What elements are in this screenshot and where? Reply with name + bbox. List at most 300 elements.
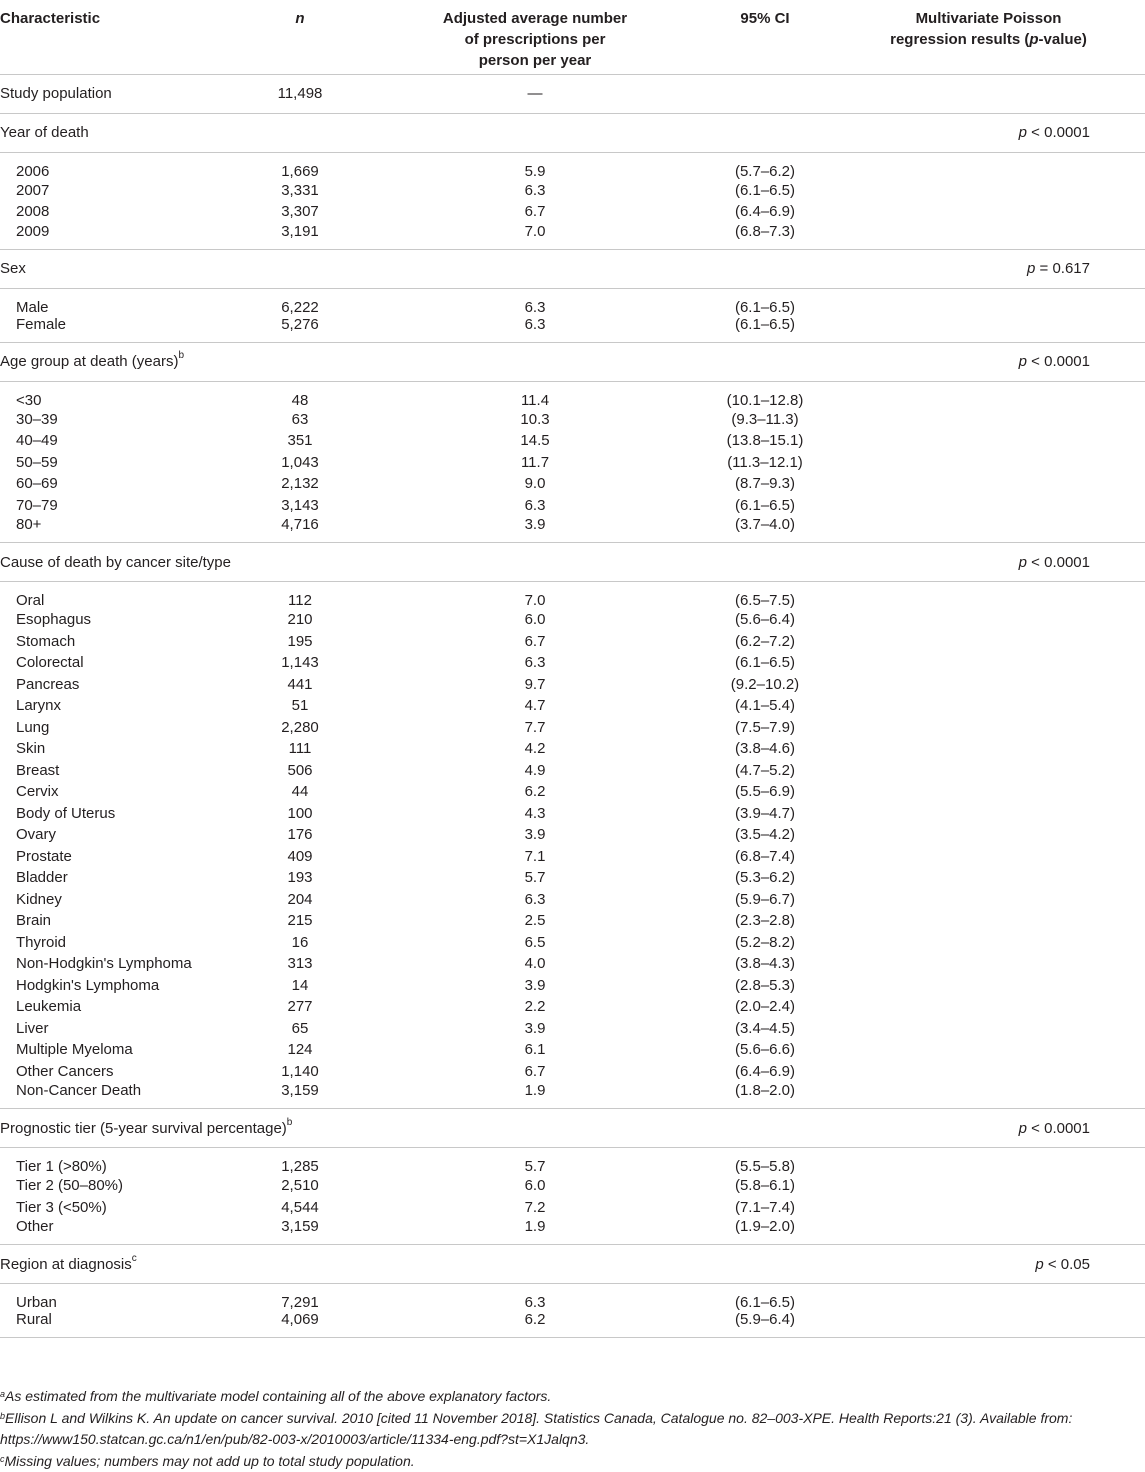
p-value: < 0.0001 [1027, 1120, 1090, 1137]
row-label: 50–59 [0, 452, 230, 474]
table-row [0, 953, 1145, 975]
footnote-mark: b [287, 1117, 293, 1128]
row-n: 204 [230, 889, 410, 911]
row-pvalue [890, 582, 1145, 610]
row-label: Hodgkin's Lymphoma [0, 975, 230, 997]
table-row [0, 760, 1145, 782]
section-pvalue [890, 249, 1145, 288]
row-label: Oral [0, 582, 230, 610]
row-pvalue [890, 695, 1145, 717]
row-label: Male [0, 288, 230, 316]
row-label: Ovary [0, 824, 230, 846]
footnote-text: Ellison L and Wilkins K. An update on cancer survival. 2010 [cited 11 November 2018]. Statistics Canada, Catalogue no. 82–003-XPE. Health Reports:21 (3). Available from: https://www150.statcan.gc.ca/n1/en/pub/82-003-x/2010003/article/11334-eng.pdf?st=X1Jalqn3. [0, 1410, 1072, 1448]
row-avg: 6.3 [410, 889, 660, 911]
row-n: 1,285 [230, 1148, 410, 1176]
table-row [0, 516, 1145, 543]
row-n: 44 [230, 781, 410, 803]
row-pvalue [890, 889, 1145, 911]
row-pvalue [890, 738, 1145, 760]
row-avg: 9.7 [410, 674, 660, 696]
row-pvalue [890, 1148, 1145, 1176]
row-n: 1,143 [230, 652, 410, 674]
p-symbol: p [1019, 124, 1027, 141]
row-avg: 6.3 [410, 652, 660, 674]
row-pvalue [890, 516, 1145, 543]
table-row [0, 1061, 1145, 1083]
section-pvalue [890, 1245, 1145, 1284]
row-label: Multiple Myeloma [0, 1039, 230, 1061]
row-ci: (6.8–7.4) [660, 846, 890, 868]
row-pvalue [890, 288, 1145, 316]
section-row-sex [0, 249, 1145, 288]
row-ci: (2.8–5.3) [660, 975, 890, 997]
row-n: 14 [230, 975, 410, 997]
section-pvalue [890, 1109, 1145, 1148]
row-pvalue [890, 316, 1145, 343]
table-row [0, 1082, 1145, 1109]
row-avg: 6.7 [410, 631, 660, 653]
row-avg: 6.3 [410, 1284, 660, 1312]
section-row-tier [0, 1109, 1145, 1148]
p-symbol: p [1019, 554, 1027, 571]
row-label: Body of Uterus [0, 803, 230, 825]
row-ci: (9.2–10.2) [660, 674, 890, 696]
table-row [0, 717, 1145, 739]
row-avg: 6.3 [410, 316, 660, 343]
section-row-region [0, 1245, 1145, 1284]
row-pvalue [890, 409, 1145, 431]
p-value: < 0.0001 [1027, 353, 1090, 370]
row-n: 195 [230, 631, 410, 653]
table-row [0, 409, 1145, 431]
row-ci: (2.3–2.8) [660, 910, 890, 932]
row-avg: 10.3 [410, 409, 660, 431]
row-avg: 5.7 [410, 867, 660, 889]
row-ci: (5.8–6.1) [660, 1175, 890, 1197]
table-row [0, 781, 1145, 803]
row-ci: (1.8–2.0) [660, 1082, 890, 1109]
row-pvalue [890, 180, 1145, 202]
row-n: 506 [230, 760, 410, 782]
row-ci: (11.3–12.1) [660, 452, 890, 474]
row-label: Thyroid [0, 932, 230, 954]
row-label: Pancreas [0, 674, 230, 696]
row-ci: (4.1–5.4) [660, 695, 890, 717]
row-n: 351 [230, 430, 410, 452]
row-pvalue [890, 760, 1145, 782]
row-ci: (3.5–4.2) [660, 824, 890, 846]
row-n: 111 [230, 738, 410, 760]
row-label: Urban [0, 1284, 230, 1312]
row-pvalue [890, 1311, 1145, 1338]
row-n: 124 [230, 1039, 410, 1061]
table-row [0, 824, 1145, 846]
row-n: 100 [230, 803, 410, 825]
section-avg [410, 543, 660, 582]
section-n [230, 249, 410, 288]
p-value: < 0.05 [1044, 1256, 1090, 1273]
row-n: 16 [230, 932, 410, 954]
row-n: 3,307 [230, 201, 410, 223]
table-row [0, 1284, 1145, 1312]
row-label: 2007 [0, 180, 230, 202]
row-label: 30–39 [0, 409, 230, 431]
row-pvalue [890, 996, 1145, 1018]
row-avg: 6.3 [410, 495, 660, 517]
section-avg [410, 1109, 660, 1148]
row-n: 2,510 [230, 1175, 410, 1197]
row-n: 51 [230, 695, 410, 717]
row-ci: (6.8–7.3) [660, 223, 890, 250]
section-n [230, 1245, 410, 1284]
footnote-mark: c [0, 1454, 5, 1464]
row-label: Rural [0, 1311, 230, 1338]
row-pvalue [890, 1082, 1145, 1109]
row-label: Tier 2 (50–80%) [0, 1175, 230, 1197]
row-ci: (7.5–7.9) [660, 717, 890, 739]
study-population-row [0, 74, 1145, 113]
row-pvalue [890, 201, 1145, 223]
row-pvalue [890, 846, 1145, 868]
row-ci: (5.5–6.9) [660, 781, 890, 803]
row-label: Skin [0, 738, 230, 760]
section-label: Region at diagnosis$^c$ [0, 1245, 230, 1284]
row-label: <30 [0, 381, 230, 409]
p-value: < 0.0001 [1027, 554, 1090, 571]
row-ci: (3.4–4.5) [660, 1018, 890, 1040]
table-row [0, 452, 1145, 474]
row-pvalue [890, 674, 1145, 696]
p-value: = 0.617 [1035, 260, 1090, 277]
row-avg: 4.7 [410, 695, 660, 717]
row-n: 277 [230, 996, 410, 1018]
footnote-text: As estimated from the multivariate model containing all of the above explanatory factors. [5, 1388, 551, 1404]
row-pvalue [890, 932, 1145, 954]
table-row [0, 674, 1145, 696]
row-avg: 2.2 [410, 996, 660, 1018]
row-avg: 5.7 [410, 1148, 660, 1176]
row-n: 313 [230, 953, 410, 975]
row-n: 193 [230, 867, 410, 889]
row-avg: 11.4 [410, 381, 660, 409]
row-pvalue [890, 495, 1145, 517]
section-avg [410, 342, 660, 381]
row-label: Other Cancers [0, 1061, 230, 1083]
table-row [0, 609, 1145, 631]
row-pvalue [890, 953, 1145, 975]
row-n: 11,498 [230, 74, 410, 113]
row-ci: (6.5–7.5) [660, 582, 890, 610]
table-header [0, 0, 1145, 74]
section-row-cause [0, 543, 1145, 582]
row-pvalue [890, 223, 1145, 250]
footnote-mark: a [0, 1389, 5, 1399]
row-label: 2006 [0, 152, 230, 180]
row-ci: (7.1–7.4) [660, 1197, 890, 1219]
row-avg: 7.0 [410, 582, 660, 610]
table-row [0, 316, 1145, 343]
row-label: Esophagus [0, 609, 230, 631]
row-avg: 6.3 [410, 288, 660, 316]
row-n: 65 [230, 1018, 410, 1040]
table-row [0, 180, 1145, 202]
row-n: 3,331 [230, 180, 410, 202]
section-n [230, 543, 410, 582]
row-ci: (5.3–6.2) [660, 867, 890, 889]
row-label: 60–69 [0, 473, 230, 495]
section-pvalue [890, 543, 1145, 582]
row-label: Tier 1 (>80%) [0, 1148, 230, 1176]
section-label: Prognostic tier (5-year survival percentage)$^b$ [0, 1109, 230, 1148]
row-n: 3,159 [230, 1218, 410, 1245]
row-pvalue [890, 1175, 1145, 1197]
row-n: 215 [230, 910, 410, 932]
row-ci: (6.1–6.5) [660, 180, 890, 202]
row-n: 2,280 [230, 717, 410, 739]
p-symbol: p [1027, 260, 1035, 277]
header-characteristic: Characteristic [0, 0, 230, 74]
table-row [0, 1197, 1145, 1219]
row-label: Lung [0, 717, 230, 739]
row-pvalue [890, 1218, 1145, 1245]
row-label: Stomach [0, 631, 230, 653]
row-avg: 6.3 [410, 180, 660, 202]
footnotes [0, 1386, 1145, 1472]
section-label: Sex [0, 249, 230, 288]
section-label: Cause of death by cancer site/type [0, 543, 230, 582]
row-n: 48 [230, 381, 410, 409]
row-avg: 6.0 [410, 1175, 660, 1197]
row-n: 3,143 [230, 495, 410, 517]
row-pvalue [890, 717, 1145, 739]
row-label: 80+ [0, 516, 230, 543]
row-avg: 6.5 [410, 932, 660, 954]
table-row [0, 152, 1145, 180]
row-pvalue [890, 381, 1145, 409]
table-row [0, 910, 1145, 932]
section-avg [410, 1245, 660, 1284]
header-n: n [230, 0, 410, 74]
row-ci: (3.8–4.3) [660, 953, 890, 975]
row-ci: (10.1–12.8) [660, 381, 890, 409]
table-row [0, 381, 1145, 409]
row-ci: (6.1–6.5) [660, 1284, 890, 1312]
table-body [0, 74, 1145, 1338]
row-ci: (5.7–6.2) [660, 152, 890, 180]
row-n: 4,716 [230, 516, 410, 543]
table-row [0, 738, 1145, 760]
row-pvalue [890, 430, 1145, 452]
row-ci: (4.7–5.2) [660, 760, 890, 782]
row-ci: (6.1–6.5) [660, 316, 890, 343]
row-label: 40–49 [0, 430, 230, 452]
row-label: Kidney [0, 889, 230, 911]
table-row [0, 846, 1145, 868]
section-ci [660, 342, 890, 381]
row-ci: (6.1–6.5) [660, 652, 890, 674]
row-ci: (5.6–6.4) [660, 609, 890, 631]
row-avg: 6.1 [410, 1039, 660, 1061]
row-avg: 2.5 [410, 910, 660, 932]
row-avg: 4.3 [410, 803, 660, 825]
section-label: Year of death [0, 113, 230, 152]
row-pvalue [890, 975, 1145, 997]
table-row [0, 867, 1145, 889]
row-avg: 4.2 [410, 738, 660, 760]
row-label: Bladder [0, 867, 230, 889]
row-label: Tier 3 (<50%) [0, 1197, 230, 1219]
row-avg: 6.7 [410, 201, 660, 223]
table-row [0, 1311, 1145, 1338]
row-label: Breast [0, 760, 230, 782]
row-ci: (5.2–8.2) [660, 932, 890, 954]
row-pvalue [890, 910, 1145, 932]
table-row [0, 631, 1145, 653]
row-ci: (9.3–11.3) [660, 409, 890, 431]
row-n: 4,069 [230, 1311, 410, 1338]
p-symbol: p [1019, 1120, 1027, 1137]
p-symbol: p [1035, 1256, 1043, 1273]
row-pvalue [890, 824, 1145, 846]
row-pvalue [890, 609, 1145, 631]
row-ci [660, 74, 890, 113]
row-label: Leukemia [0, 996, 230, 1018]
row-n: 176 [230, 824, 410, 846]
row-ci: (5.5–5.8) [660, 1148, 890, 1176]
row-avg: 3.9 [410, 1018, 660, 1040]
row-n: 4,544 [230, 1197, 410, 1219]
row-avg: — [410, 74, 660, 113]
row-avg: 6.7 [410, 1061, 660, 1083]
footnote-text: Missing values; numbers may not add up to total study population. [5, 1453, 415, 1469]
header-poisson: Multivariate Poisson regression results (p-value) [890, 0, 1145, 74]
row-label: 2008 [0, 201, 230, 223]
row-avg: 3.9 [410, 975, 660, 997]
row-ci: (6.4–6.9) [660, 201, 890, 223]
section-ci [660, 543, 890, 582]
row-label: Liver [0, 1018, 230, 1040]
row-pvalue [890, 1061, 1145, 1083]
footnote-mark: b [178, 350, 184, 361]
row-n: 7,291 [230, 1284, 410, 1312]
row-ci: (3.9–4.7) [660, 803, 890, 825]
row-label: Study population [0, 74, 230, 113]
row-pvalue [890, 1284, 1145, 1312]
table-row [0, 473, 1145, 495]
footnote-a [0, 1386, 1145, 1408]
row-label: Brain [0, 910, 230, 932]
row-ci: (2.0–2.4) [660, 996, 890, 1018]
table-row [0, 652, 1145, 674]
header-adjusted-average: Adjusted average number of prescriptions per person per year [410, 0, 660, 74]
row-n: 210 [230, 609, 410, 631]
section-ci [660, 113, 890, 152]
row-avg: 7.2 [410, 1197, 660, 1219]
table-row [0, 430, 1145, 452]
row-avg: 7.1 [410, 846, 660, 868]
table-row [0, 695, 1145, 717]
row-n: 409 [230, 846, 410, 868]
table-row [0, 1218, 1145, 1245]
row-n: 3,159 [230, 1082, 410, 1109]
row-label: Non-Hodgkin's Lymphoma [0, 953, 230, 975]
section-avg [410, 113, 660, 152]
row-ci: (1.9–2.0) [660, 1218, 890, 1245]
p-value: < 0.0001 [1027, 124, 1090, 141]
row-pvalue [890, 1039, 1145, 1061]
row-n: 5,276 [230, 316, 410, 343]
row-pvalue [890, 867, 1145, 889]
table-row [0, 1018, 1145, 1040]
row-ci: (3.7–4.0) [660, 516, 890, 543]
table-row [0, 803, 1145, 825]
footnote-mark: c [132, 1253, 137, 1264]
table-row [0, 582, 1145, 610]
row-ci: (13.8–15.1) [660, 430, 890, 452]
row-label: Larynx [0, 695, 230, 717]
table-row [0, 1039, 1145, 1061]
section-row-year [0, 113, 1145, 152]
table-row [0, 889, 1145, 911]
row-avg: 6.2 [410, 1311, 660, 1338]
row-ci: (6.4–6.9) [660, 1061, 890, 1083]
row-pvalue [890, 1018, 1145, 1040]
row-avg: 7.7 [410, 717, 660, 739]
row-avg: 1.9 [410, 1082, 660, 1109]
row-avg: 14.5 [410, 430, 660, 452]
section-pvalue [890, 113, 1145, 152]
row-label: Colorectal [0, 652, 230, 674]
table-row [0, 1148, 1145, 1176]
row-ci: (6.1–6.5) [660, 495, 890, 517]
section-n [230, 113, 410, 152]
table-row [0, 201, 1145, 223]
section-avg [410, 249, 660, 288]
row-pvalue [890, 1197, 1145, 1219]
row-avg: 6.2 [410, 781, 660, 803]
row-avg: 5.9 [410, 152, 660, 180]
row-avg: 9.0 [410, 473, 660, 495]
footnote-mark: b [0, 1411, 5, 1421]
table-row [0, 223, 1145, 250]
row-avg: 3.9 [410, 516, 660, 543]
row-pvalue [890, 74, 1145, 113]
section-n [230, 342, 410, 381]
row-avg: 6.0 [410, 609, 660, 631]
row-label: Other [0, 1218, 230, 1245]
table-row [0, 932, 1145, 954]
section-ci [660, 1245, 890, 1284]
header-ci: 95% CI [660, 0, 890, 74]
row-pvalue [890, 152, 1145, 180]
footnote-b [0, 1408, 1145, 1451]
row-pvalue [890, 452, 1145, 474]
section-label: Age group at death (years)$^b$ [0, 342, 230, 381]
row-ci: (6.1–6.5) [660, 288, 890, 316]
row-n: 1,140 [230, 1061, 410, 1083]
row-avg: 11.7 [410, 452, 660, 474]
row-ci: (5.9–6.7) [660, 889, 890, 911]
row-ci: (3.8–4.6) [660, 738, 890, 760]
row-label: Cervix [0, 781, 230, 803]
row-n: 1,043 [230, 452, 410, 474]
p-symbol: p [1019, 353, 1027, 370]
row-n: 63 [230, 409, 410, 431]
row-ci: (5.9–6.4) [660, 1311, 890, 1338]
row-label: 70–79 [0, 495, 230, 517]
row-n: 3,191 [230, 223, 410, 250]
row-avg: 7.0 [410, 223, 660, 250]
